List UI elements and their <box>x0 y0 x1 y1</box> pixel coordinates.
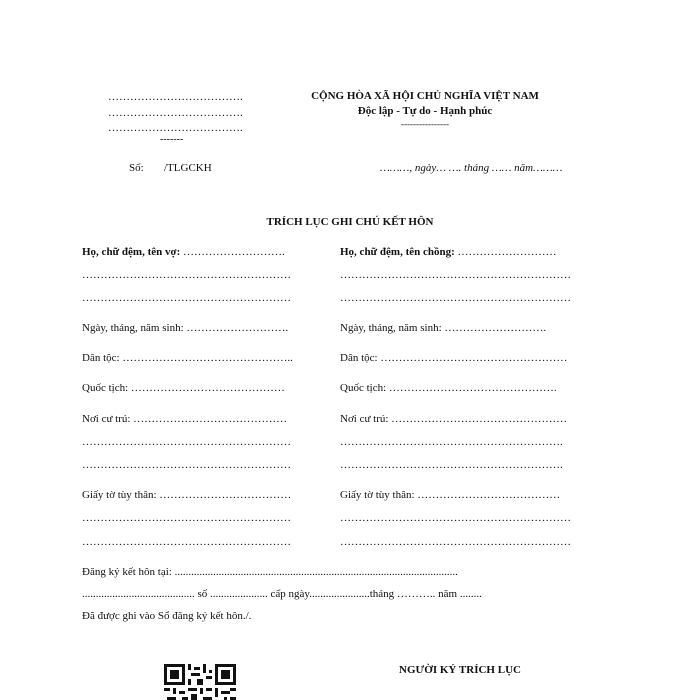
husband-name-row <box>340 245 557 259</box>
wife-id-doc: Giấy tờ tùy thân: ……………………………… <box>82 489 292 501</box>
issuer-rule: ------- <box>160 134 184 145</box>
registration-note: Đã được ghi vào Sổ đăng ký kết hôn./. <box>82 610 252 622</box>
wife-residence: Nơi cư trú: …………………………………… <box>82 413 288 425</box>
issuer-line-3: ………………………………. <box>108 122 243 134</box>
wife-nationality: Quốc tịch: …………………………………… <box>82 382 285 394</box>
so-value: /TLGCKH <box>164 162 212 174</box>
wife-name-line-3: ………………………………………………… <box>82 292 291 304</box>
wife-name-line-2: ………………………………………………… <box>82 269 291 281</box>
wife-id-line-3: ………………………………………………… <box>82 536 291 548</box>
husband-name-line-2: ……………………………………………………… <box>340 269 571 281</box>
husband-id-line-2: ……………………………………………………… <box>340 512 571 524</box>
husband-ethnic: Dân tộc: …………………………………………… <box>340 352 568 364</box>
husband-dob: Ngày, tháng, năm sinh: ………………………. <box>340 322 547 334</box>
husband-residence-line-2: ……………………………………………………. <box>340 436 563 448</box>
wife-name-dots: ………………………. <box>183 246 285 258</box>
issuer-line-1: ………………………………. <box>108 91 243 103</box>
motto: Độc lập - Tự do - Hạnh phúc <box>357 105 493 117</box>
wife-residence-line-2: ………………………………………………… <box>82 436 291 448</box>
wife-name-row <box>82 245 285 259</box>
wife-ethnic: Dân tộc: ……………………………………….. <box>82 352 293 364</box>
husband-name-label: Họ, chữ đệm, tên chồng: <box>340 246 455 258</box>
husband-residence: Nơi cư trú: ………………………………………… <box>340 413 568 425</box>
issuer-line-2: ………………………………. <box>108 107 243 119</box>
so-label: Số: <box>129 162 144 174</box>
date-line: ………, ngày… …. tháng …… năm……… <box>380 162 563 174</box>
qr-code-image <box>164 664 236 700</box>
registration-place: Đăng ký kết hôn tại: ....................................................................................................... <box>82 566 458 578</box>
wife-name-label: Họ, chữ đệm, tên vợ: <box>82 246 181 258</box>
wife-residence-line-3: ………………………………………………… <box>82 459 291 471</box>
wife-dob: Ngày, tháng, năm sinh: ………………………. <box>82 322 289 334</box>
husband-name-line-3: ……………………………………………………… <box>340 292 571 304</box>
signer-title: NGƯỜI KÝ TRÍCH LỤC <box>399 664 521 676</box>
registration-number-line: ......................................... số ..................... cấp ngày......................tháng ……….. năm ........ <box>82 588 482 600</box>
nation-title: CỘNG HÒA XÃ HỘI CHỦ NGHĨA VIỆT NAM <box>311 90 539 102</box>
husband-nationality: Quốc tịch: ………………………………………. <box>340 382 557 394</box>
husband-id-line-3: ……………………………………………………… <box>340 536 571 548</box>
wife-id-line-2: ………………………………………………… <box>82 512 291 524</box>
motto-rule: ---------------- <box>401 119 449 129</box>
husband-id-doc: Giấy tờ tùy thân: ………………………………… <box>340 489 561 501</box>
husband-name-dots: ……………………… <box>457 246 557 258</box>
document-title: TRÍCH LỤC GHI CHÚ KẾT HÔN <box>266 216 434 228</box>
husband-residence-line-3: ……………………………………………………. <box>340 459 563 471</box>
